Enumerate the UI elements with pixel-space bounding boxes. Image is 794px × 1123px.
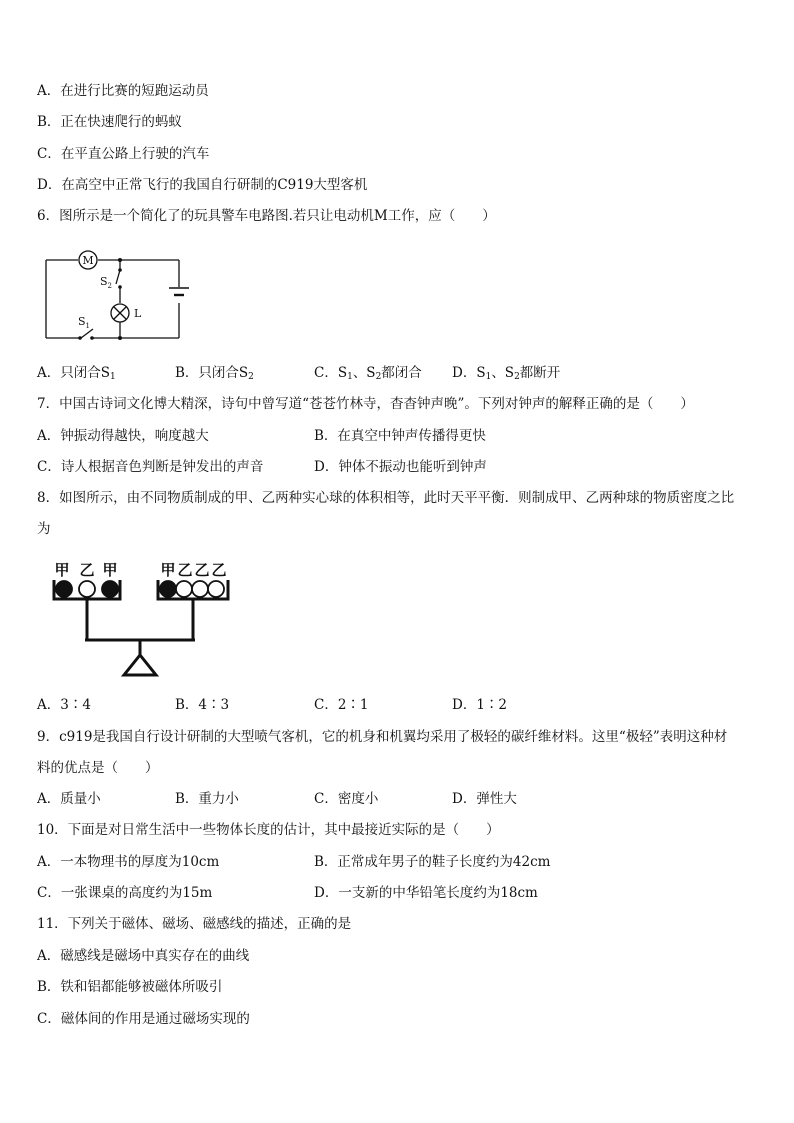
label-yi: 乙 xyxy=(177,561,193,579)
ball-jia xyxy=(56,581,72,597)
q6-option-b: B．只闭合$S_2$ xyxy=(175,365,254,382)
ball-jia xyxy=(102,581,118,597)
q11-option-a: A．磁感线是磁场中真实存在的曲线 xyxy=(37,948,250,964)
q10-stem: 10．下面是对日常生活中一些物体长度的估计，其中最接近实际的是（ ） xyxy=(37,822,500,838)
q10-option-b: B．正常成年男子的鞋子长度约为42cm xyxy=(314,854,551,870)
q9-option-d: D．弹性大 xyxy=(452,791,517,807)
label-jia: 甲 xyxy=(160,561,176,579)
q6-circuit-diagram xyxy=(40,245,200,345)
label-yi: 乙 xyxy=(211,561,227,579)
ball-yi xyxy=(79,581,95,597)
q7-option-c: C．诗人根据音色判断是钟发出的声音 xyxy=(37,459,264,475)
q8-option-a: A．3∶4 xyxy=(37,697,91,713)
ball-yi xyxy=(192,581,208,597)
q6-option-d: D．$S_1$、$S_2$都断开 xyxy=(452,365,561,382)
q10-option-a: A．一本物理书的厚度为10cm xyxy=(37,854,220,870)
s1-label: S xyxy=(78,315,86,328)
q5-option-d: D．在高空中正常飞行的我国自行研制的C919大型客机 xyxy=(37,177,368,193)
q6-option-a: A．只闭合$S_1$ xyxy=(37,365,116,382)
q9-option-b: B．重力小 xyxy=(175,791,239,807)
ball-yi xyxy=(208,581,224,597)
q8-option-d: D．1∶2 xyxy=(452,697,508,713)
ball-jia xyxy=(160,581,176,597)
q8-balance-diagram xyxy=(50,560,240,685)
motor-label: M xyxy=(82,254,94,267)
q5-option-b: B．正在快速爬行的蚂蚁 xyxy=(37,114,182,130)
label-jia: 甲 xyxy=(102,561,118,579)
q7-option-a: A．钟振动得越快，响度越大 xyxy=(37,428,209,444)
label-yi: 乙 xyxy=(194,561,210,579)
q7-option-d: D．钟体不振动也能听到钟声 xyxy=(314,459,487,475)
q9-option-c: C．密度小 xyxy=(314,791,379,807)
svg-text:S1: $S_1$ xyxy=(78,315,91,330)
svg-text:S2: $S_2$ xyxy=(100,275,113,290)
label-jia: 甲 xyxy=(54,561,70,579)
q8-option-b: B．4∶3 xyxy=(175,697,230,713)
q8-option-c: C．2∶1 xyxy=(314,697,369,713)
q8-stem-line1: 8．如图所示，由不同物质制成的甲、乙两种实心球的体积相等，此时天平平衡．则制成甲、乙两种球的物质密度之比 xyxy=(37,490,735,506)
q5-option-a: A．在进行比赛的短跑运动员 xyxy=(37,83,209,99)
s2-label: S xyxy=(100,275,108,288)
q6-option-c: C．$S_1$、$S_2$都闭合 xyxy=(314,365,422,382)
q7-option-b: B．在真空中钟声传播得更快 xyxy=(314,428,486,444)
q6-stem: 6．图所示是一个简化了的玩具警车电路图.若只让电动机M工作，应（ ） xyxy=(37,208,496,224)
q10-option-c: C．一张课桌的高度约为15m xyxy=(37,885,213,901)
q10-option-d: D．一支新的中华铅笔长度约为18cm xyxy=(314,885,538,901)
q5-option-c: C．在平直公路上行驶的汽车 xyxy=(37,146,210,162)
q11-option-b: B．铁和铝都能够被磁体所吸引 xyxy=(37,979,223,995)
q9-stem-line2: 料的优点是（ ） xyxy=(37,760,159,776)
ball-yi xyxy=(176,581,192,597)
q9-option-a: A．质量小 xyxy=(37,791,101,807)
q9-stem-line1: 9．c919是我国自行设计研制的大型喷气客机，它的机身和机翼均采用了极轻的碳纤维材料。这里“极轻”表明这种材 xyxy=(37,729,728,745)
label-yi: 乙 xyxy=(79,561,95,579)
q7-stem: 7．中国古诗词文化博大精深，诗句中曾写道“苍苍竹林寺，杳杳钟声晚”。下列对钟声的解释正确的是（ ） xyxy=(37,396,694,412)
q11-stem: 11．下列关于磁体、磁场、磁感线的描述，正确的是 xyxy=(37,916,352,932)
lamp-label: L xyxy=(134,307,142,320)
q11-option-c: C．磁体间的作用是通过磁场实现的 xyxy=(37,1011,250,1027)
q8-stem-line2: 为 xyxy=(37,521,51,537)
